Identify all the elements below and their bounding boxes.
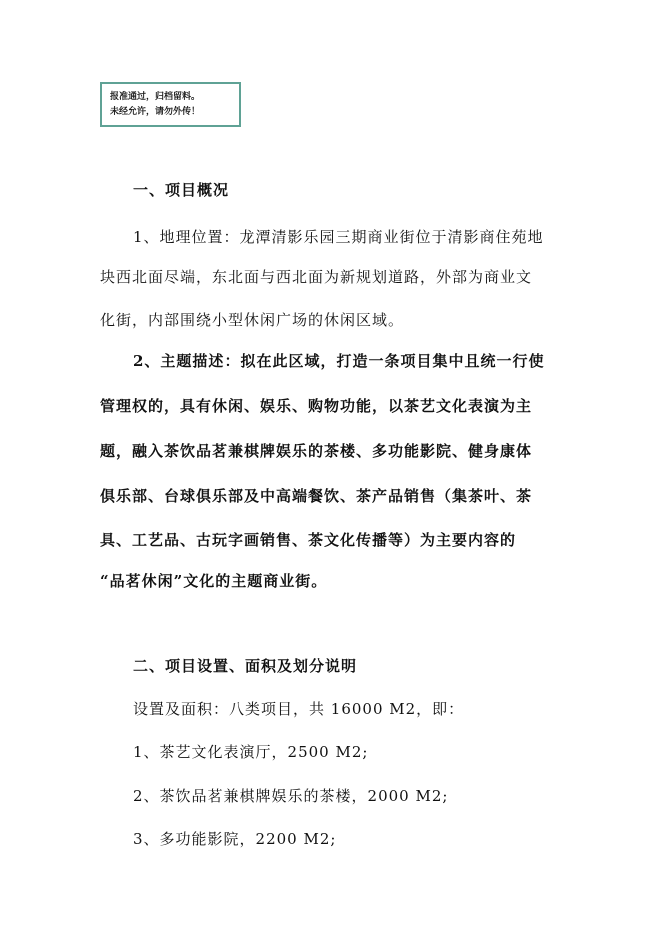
stamp-line-1: 报准通过，归档留料。 [110,92,201,102]
approval-stamp [100,82,241,127]
paragraph-line: 1、地理位置：龙潭清影乐园三期商业街位于清影商住苑地 [133,228,544,246]
paragraph-line: 题，融入茶饮品茗兼棋牌娱乐的茶楼、多功能影院、健身康体 [100,442,533,460]
paragraph-line: “品茗休闲”文化的主题商业街。 [100,572,328,590]
list-item: 2、茶饮品茗兼棋牌娱乐的茶楼，2000 M2; [133,787,449,805]
list-item: 3、多功能影院，2200 M2; [133,830,337,848]
paragraph-line: 设置及面积：八类项目，共 16000 M2，即： [133,700,465,718]
paragraph-line: 俱乐部、台球俱乐部及中高端餐饮、茶产品销售（集茶叶、茶 [100,487,533,505]
paragraph-line: 块西北面尽端，东北面与西北面为新规划道路，外部为商业文 [100,268,533,286]
paragraph-line: 化街，内部围绕小型休闲广场的休闲区域。 [100,311,405,329]
paragraph-line: 管理权的，具有休闲、娱乐、购物功能，以茶艺文化表演为主 [100,397,533,415]
section-1-heading: 一、项目概况 [133,181,230,199]
paragraph-line: 具、工艺品、古玩字画销售、茶文化传播等）为主要内容的 [100,531,517,549]
list-item: 1、茶艺文化表演厅，2500 M2; [133,743,369,761]
section-2-heading: 二、项目设置、面积及划分说明 [133,657,358,675]
stamp-line-2: 未经允许，请勿外传！ [110,107,201,117]
paragraph-line: 2、主题描述：拟在此区域，打造一条项目集中且统一行使 [133,352,545,370]
